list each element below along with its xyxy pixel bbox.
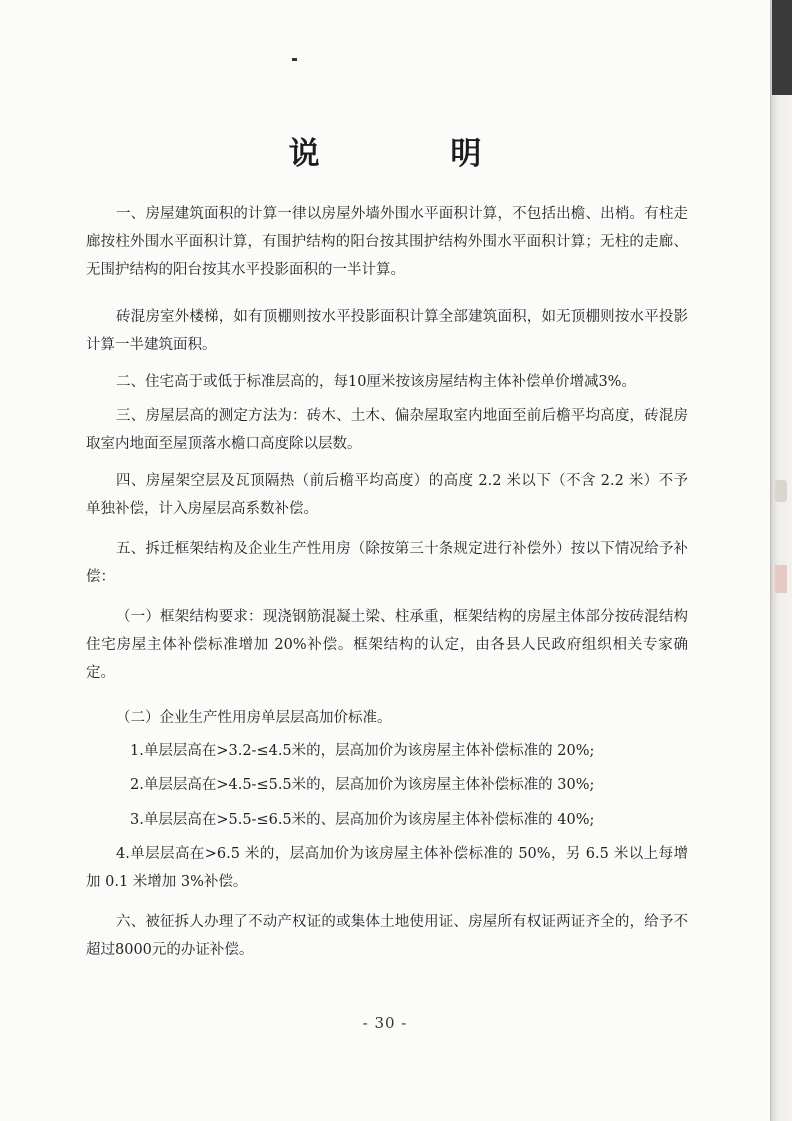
- ink-speck: [292, 58, 297, 61]
- paragraph-external-stairs: 砖混房室外楼梯，如有顶棚则按水平投影面积计算全部建筑面积，如无顶棚则按水平投影计算一半建筑面积。: [86, 309, 688, 353]
- page-title: 说 明: [288, 136, 542, 172]
- paragraph-overhead-layer: 四、房屋架空层及瓦顶隔热（前后檐平均高度）的高度 2.2 米以下（不含 2.2 米）不予单独补偿，计入房屋层高系数补偿。: [86, 473, 688, 517]
- list-item: 1.单层层高在>3.2-≤4.5米的，层高加价为该房屋主体补偿标准的 20%;: [130, 743, 595, 759]
- paragraph-floor-height-adjustment: 二、住宅高于或低于标准层高的，每10厘米按该房屋结构主体补偿单价增减3%。: [116, 374, 636, 390]
- list-item: 2.单层层高在>4.5-≤5.5米的，层高加价为该房屋主体补偿标准的 30%;: [130, 777, 595, 793]
- underlying-page-dark-corner: [772, 0, 792, 95]
- list-item: 3.单层层高在>5.5-≤6.5米的、层高加价为该房屋主体补偿标准的 40%;: [130, 812, 595, 828]
- underlying-page-stamp: [775, 480, 787, 502]
- paragraph-frame-structures: 五、拆迁框架结构及企业生产性用房（除按第三十条规定进行补偿外）按以下情况给予补偿：: [86, 541, 688, 585]
- paragraph-enterprise-heights: （二）企业生产性用房单层层高加价标准。: [116, 710, 392, 726]
- paragraph-frame-requirements: （一）框架结构要求：现浇钢筋混凝土梁、柱承重，框架结构的房屋主体部分按砖混结构住宅房屋主体补偿标准增加 20%补偿。框架结构的认定，由各县人民政府组织相关专家确定。: [86, 609, 688, 681]
- page-number: - 30 -: [362, 1014, 408, 1032]
- underlying-page-edge: [770, 0, 792, 1121]
- paragraph-height-over-6-5: 4.单层层高在>6.5 米的，层高加价为该房屋主体补偿标准的 50%，另 6.5 米以上每增加 0.1 米增加 3%补偿。: [86, 846, 688, 890]
- paragraph-height-measurement: 三、房屋层高的测定方法为：砖木、土木、偏杂屋取室内地面至前后檐平均高度，砖混房取室内地面至屋顶落水檐口高度除以层数。: [86, 408, 688, 452]
- paragraph-certificate-compensation: 六、被征拆人办理了不动产权证的或集体土地使用证、房屋所有权证两证齐全的，给予不超过8000元的办证补偿。: [86, 914, 688, 958]
- underlying-page-red-mark: [775, 565, 787, 593]
- paragraph-building-area: 一、房屋建筑面积的计算一律以房屋外墙外围水平面积计算，不包括出檐、出梢。有柱走廊按柱外围水平面积计算，有围护结构的阳台按其围护结构外围水平面积计算；无柱的走廊、无围护结构的阳台按其水平投影面积的一半计算。: [86, 206, 688, 278]
